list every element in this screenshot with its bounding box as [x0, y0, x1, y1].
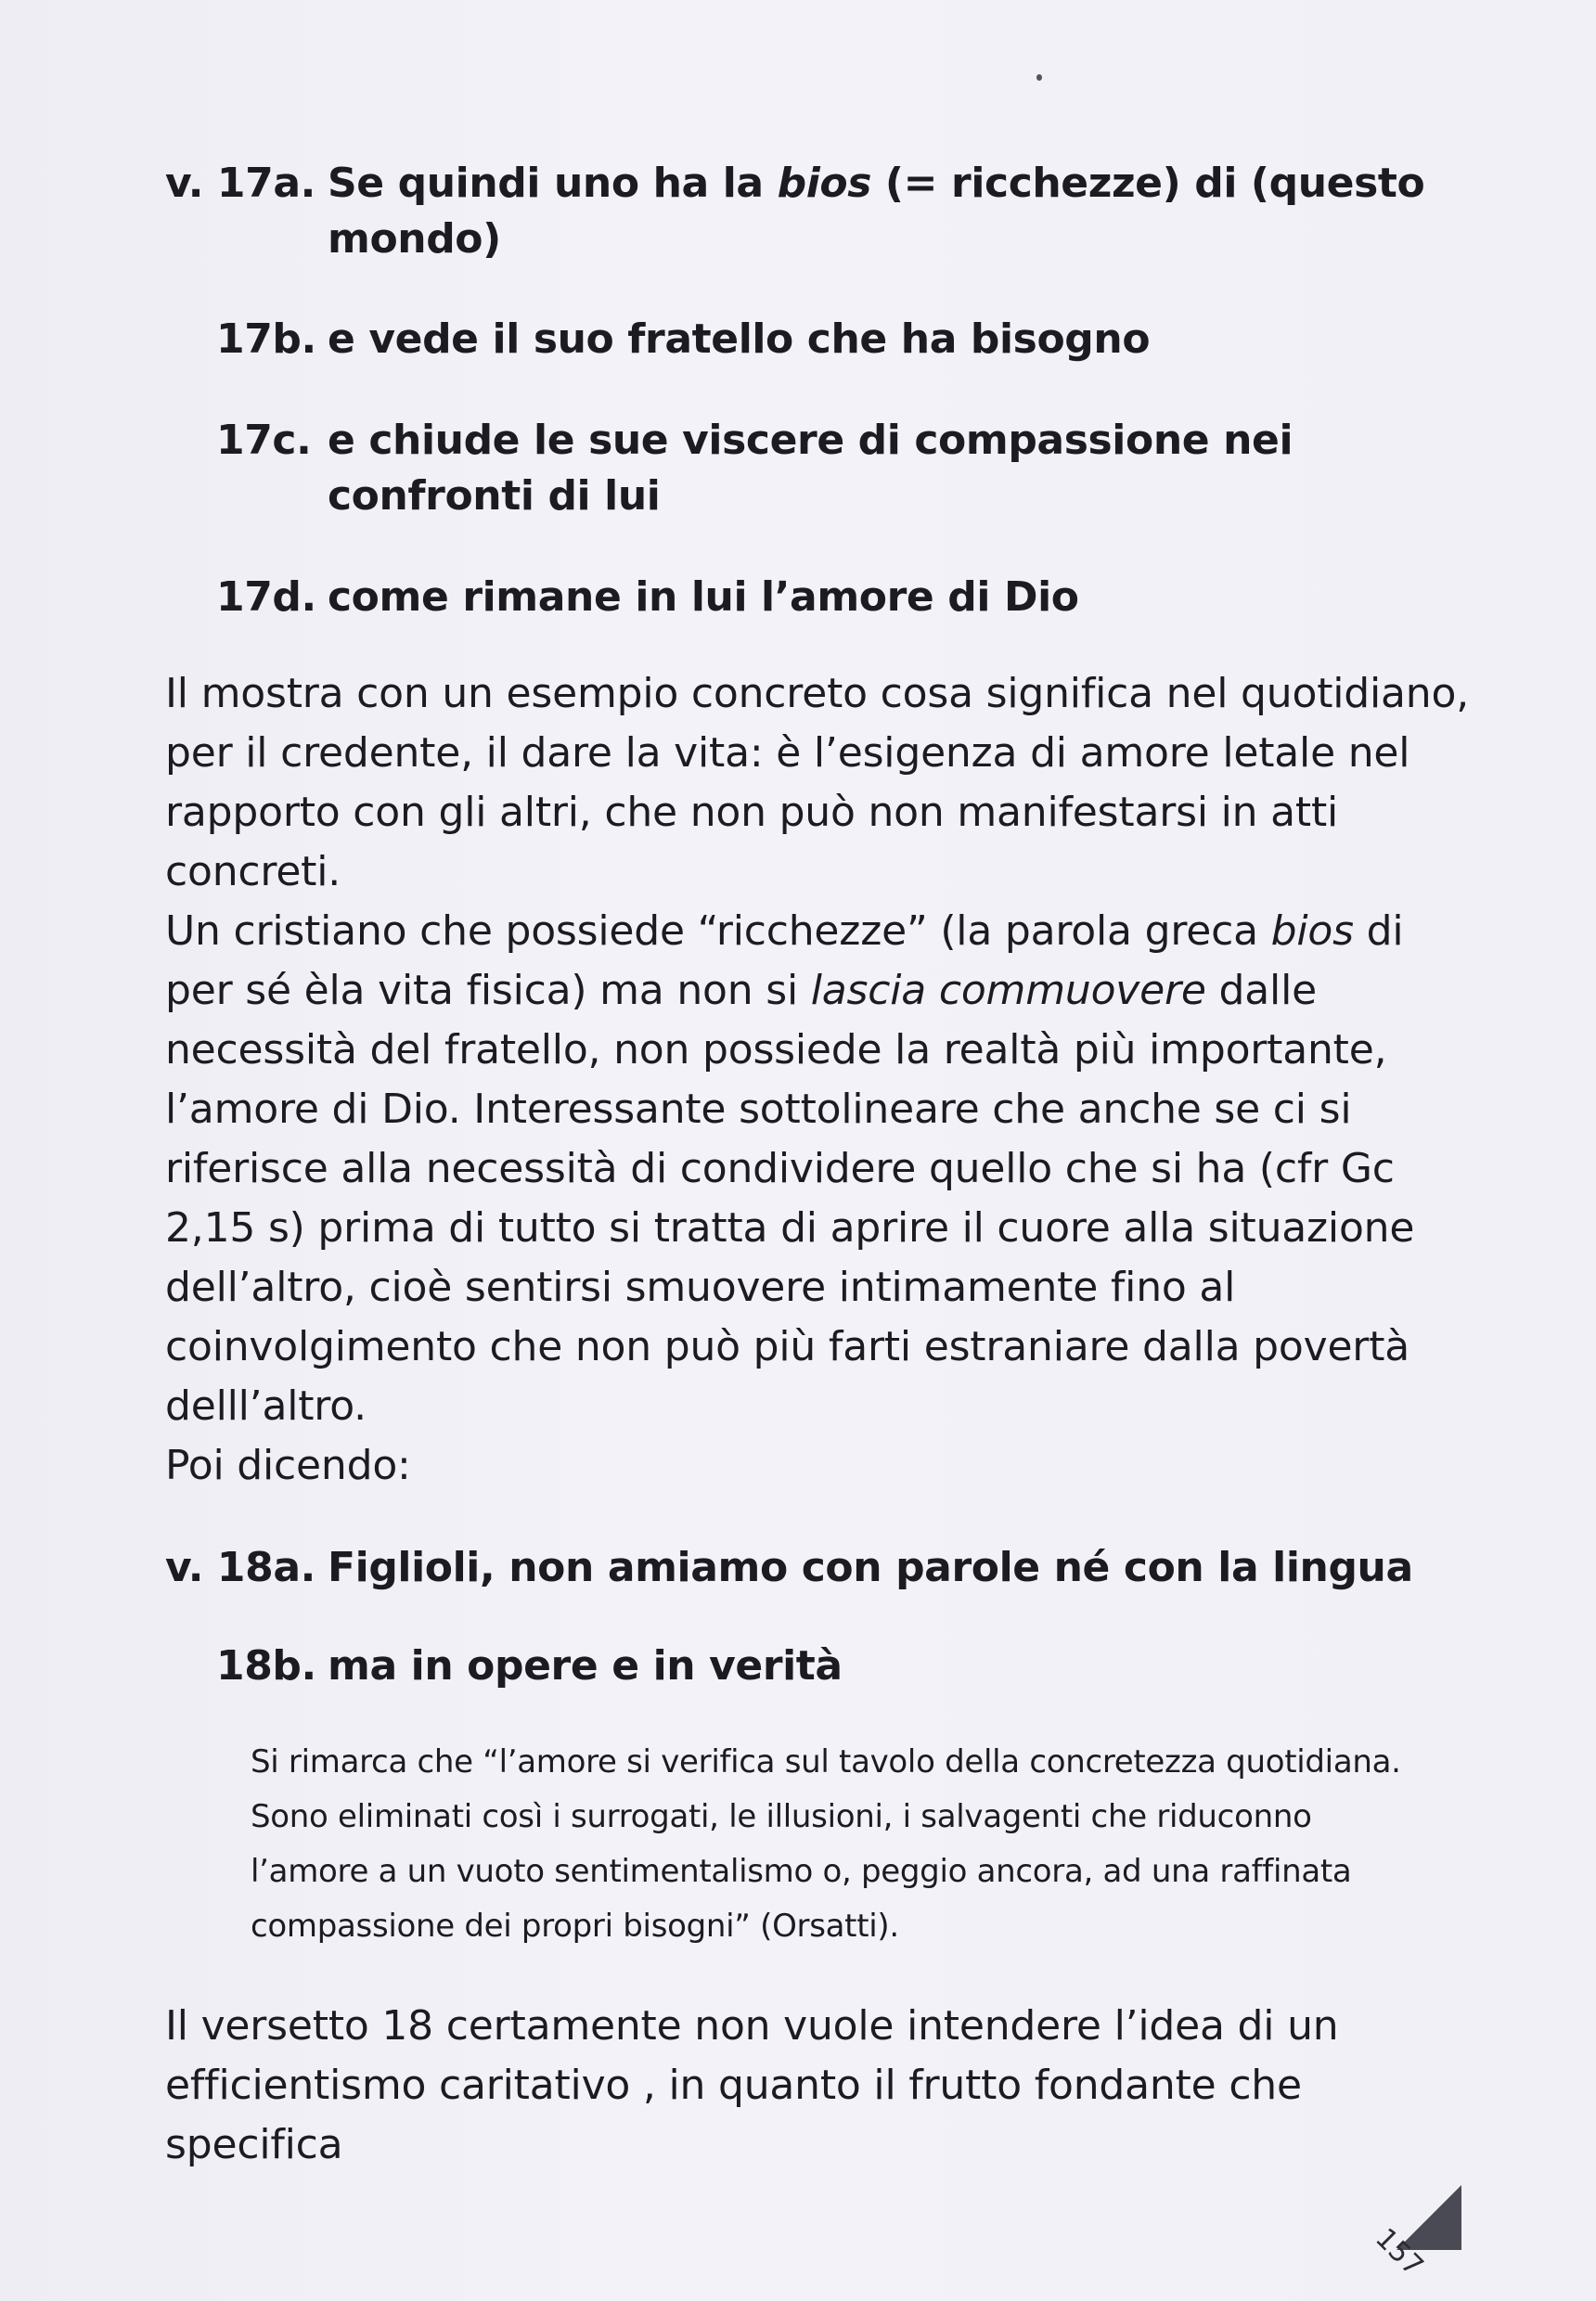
verse-17b: [216, 312, 1478, 367]
paragraph: Poi dicendo:: [165, 1442, 411, 1489]
verse-number: 17c.: [216, 417, 312, 464]
verse-text: come rimane in lui l’amore di Dio: [328, 573, 1079, 621]
verse-17d: [216, 570, 1478, 625]
verse-number: 17b.: [216, 315, 316, 363]
verse-number: v. 18a.: [165, 1544, 315, 1591]
verse-text: e chiude le sue viscere di compassione nei confronti di lui: [328, 417, 1294, 520]
paragraph: Un cristiano che possiede “ricchezze” (la parola greca bios di per sé èla vita fisica) ma non si lascia commuovere dalle necessità del fratello, non possiede la realtà più importante, l’amore di Dio. Interessante sottolineare che anche se ci si riferisce alla necessità di condividere quello che si ha (cfr Gc 2,15 s) prima di tutto si tratta di aprire il cuore alla situazione dell’altro, cioè sentirsi smuovere intimamente fino al coinvolgimento che non può più farti estraniare dalla povertà delll’altro.: [165, 907, 1415, 1430]
verse-number: v. 17a.: [165, 160, 315, 207]
ink-dot: [1036, 74, 1042, 81]
italic-term: bios: [1270, 907, 1354, 955]
paragraph: Il mostra con un esempio concreto cosa significa nel quotidiano, per il credente, il dare la vita: è l’esigenza di amore letale nel rapporto con gli altri, che non può non manifestarsi in atti concreti.: [165, 670, 1469, 895]
italic-term: lascia commuovere: [810, 967, 1206, 1014]
verse-18a: [165, 1540, 1483, 1596]
final-paragraph: Il versetto 18 certamente non vuole intendere l’idea di un efficientismo caritativo , in quanto il frutto fondante che specifica: [165, 2002, 1339, 2168]
italic-term: bios: [777, 160, 872, 207]
verse-number: 18b.: [216, 1642, 316, 1690]
page-number: 157: [1369, 2222, 1430, 2283]
verse-text: ma in opere e in verità: [328, 1642, 843, 1690]
verse-17c: [216, 413, 1497, 524]
verse-text: e vede il suo fratello che ha bisogno: [328, 315, 1151, 363]
verse-number: 17d.: [216, 573, 316, 621]
body-text-block: [165, 664, 1483, 1496]
verse-17a: [165, 156, 1483, 267]
quote-block: Si rimarca che “l’amore si verifica sul tavolo della concretezza quotidiana. Sono eliminati così i surrogati, le illusioni, i salvagenti che riduconno l’amore a un vuoto sentimentalismo o, peggio ancora, ad una raffinata compassione dei propri bisogni” (Orsatti).: [251, 1743, 1401, 1945]
verse-18b: [216, 1639, 1478, 1694]
verse-text: Se quindi uno ha la bios (= ricchezze) di (questo mondo): [328, 160, 1425, 263]
verse-text: Figlioli, non amiamo con parole né con la lingua: [328, 1544, 1413, 1591]
